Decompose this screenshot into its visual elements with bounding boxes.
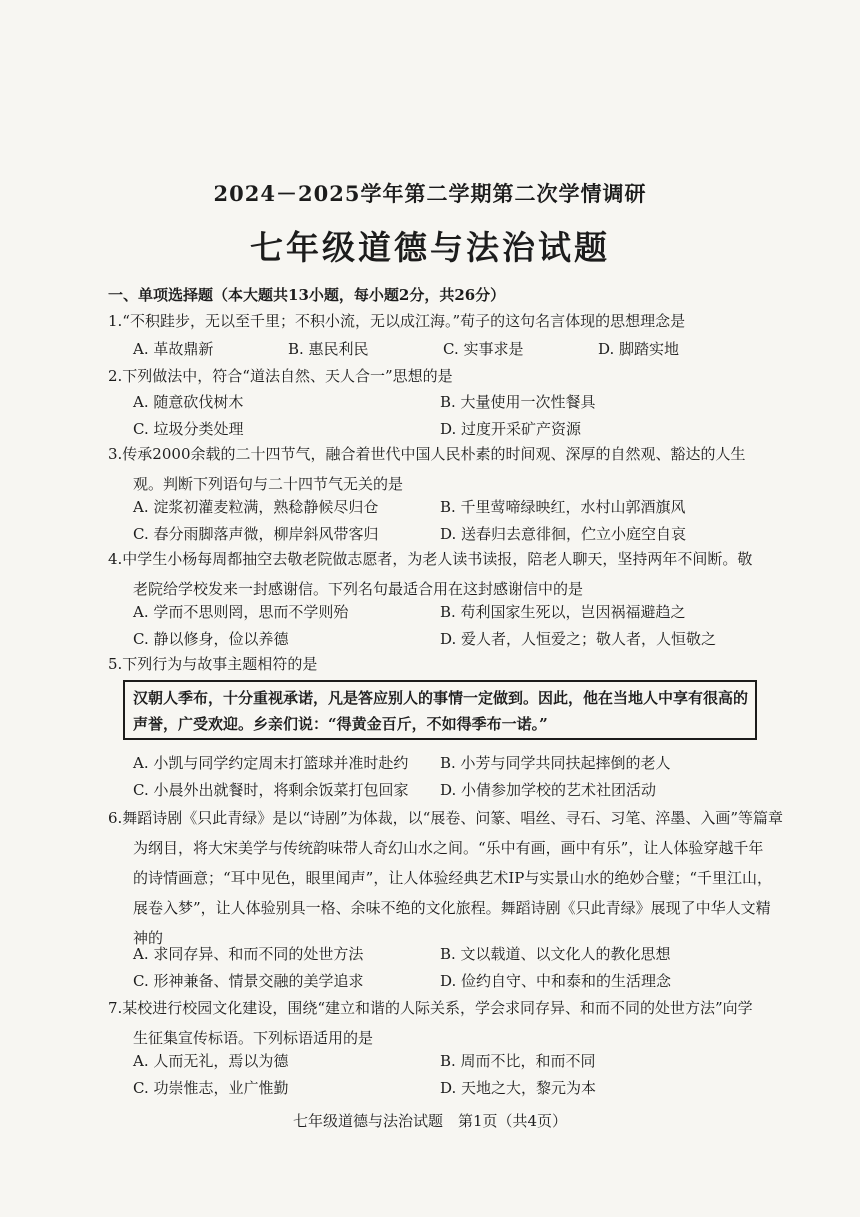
option-c: C. 静以修身，俭以养德 [133, 630, 289, 648]
question-7-options-row1 [133, 1050, 773, 1074]
option-b: B. 小芳与同学共同扶起摔倒的老人 [440, 754, 671, 772]
question-2-options-row1 [133, 391, 773, 415]
option-c: C. 小晨外出就餐时，将剩余饭菜打包回家 [133, 781, 409, 799]
option-b: B. 文以载道、以文化人的教化思想 [440, 945, 671, 963]
option-c: C. 春分雨脚落声微，柳岸斜风带客归 [133, 525, 379, 543]
question-5-stem [108, 649, 768, 679]
option-c: C. 形神兼备、情景交融的美学追求 [133, 972, 364, 990]
question-line: 2.下列做法中，符合“道法自然、天人合一”思想的是 [108, 367, 453, 385]
page-footer: 七年级道德与法治试题 第1页（共4页） [292, 1112, 568, 1130]
option-c: C. 垃圾分类处理 [133, 420, 244, 438]
question-2-stem [108, 361, 768, 391]
question-3-options-row1 [133, 496, 773, 520]
question-line: 4.中学生小杨每周都抽空去敬老院做志愿者，为老人读书读报，陪老人聊天，坚持两年不间断。敬 [108, 550, 753, 568]
question-line: 神的 [133, 929, 164, 947]
question-line: 生征集宣传标语。下列标语适用的是 [133, 1029, 374, 1047]
question-line: 7.某校进行校园文化建设，围绕“建立和谐的人际关系，学会求同存异、和而不同的处世方法”向学 [108, 999, 753, 1017]
question-3-stem [108, 439, 768, 499]
option-a: A. 淀浆初灌麦粒满，熟稔静候尽归仓 [133, 498, 379, 516]
option-b: B. 千里莺啼绿映红，水村山郭酒旗风 [440, 498, 686, 516]
option-a: A. 学而不思则罔，思而不学则殆 [133, 603, 349, 621]
question-7-stem [108, 993, 768, 1053]
option-b: B. 惠民利民 [288, 340, 369, 358]
option-c: C. 功崇惟志，业广惟勤 [133, 1079, 289, 1097]
question-line: 为纲目，将大宋美学与传统韵味带人奇幻山水之间。“乐中有画，画中有乐”，让人体验穿越千年 [133, 839, 764, 857]
option-b: B. 周而不比，和而不同 [440, 1052, 596, 1070]
question-line: 6.舞蹈诗剧《只此青绿》是以“诗剧”为体裁，以“展卷、问篆、唱丝、寻石、习笔、淬墨、入画”等篇章 [108, 809, 783, 827]
option-a: A. 小凯与同学约定周末打篮球并准时赴约 [133, 754, 409, 772]
story-box [123, 680, 757, 740]
question-line: 展卷入梦”，让人体验别具一格、余味不绝的文化旅程。舞蹈诗剧《只此青绿》展现了中华人文精 [133, 899, 771, 917]
question-6-stem [108, 803, 783, 953]
option-b: B. 苟利国家生死以，岂因祸福避趋之 [440, 603, 686, 621]
option-d: D. 脚踏实地 [598, 340, 680, 358]
option-b: B. 大量使用一次性餐具 [440, 393, 596, 411]
question-4-options-row1 [133, 601, 773, 625]
question-line: 5.下列行为与故事主题相符的是 [108, 655, 318, 673]
question-line: 观。判断下列语句与二十四节气无关的是 [133, 475, 404, 493]
question-5-options-row1 [133, 752, 773, 776]
story-line: 声誉，广受欢迎。乡亲们说：“得黄金百斤，不如得季布一诺。” [133, 715, 548, 733]
question-6-options-row2 [133, 970, 773, 994]
option-d: D. 爱人者，人恒爱之；敬人者，人恒敬之 [440, 630, 717, 648]
option-a: A. 随意砍伐树木 [133, 393, 244, 411]
option-d: D. 小倩参加学校的艺术社团活动 [440, 781, 657, 799]
option-a: A. 求同存异、和而不同的处世方法 [133, 945, 364, 963]
question-6-options-row1 [133, 943, 773, 967]
question-line: 1.“不积跬步，无以至千里；不积小流，无以成江海。”荀子的这句名言体现的思想理念是 [108, 312, 686, 330]
exam-subtitle: 2024－2025学年第二学期第二次学情调研 [213, 181, 647, 206]
option-d: D. 送春归去意徘徊，伫立小庭空自哀 [440, 525, 687, 543]
section-heading: 一、单项选择题（本大题共13小题，每小题2分，共26分） [108, 286, 506, 304]
question-line: 老院给学校发来一封感谢信。下列名句最适合用在这封感谢信中的是 [133, 580, 584, 598]
question-line: 的诗情画意；“耳中见色，眼里闻声”，让人体验经典艺术IP与实景山水的绝妙合璧；“千里江山， [133, 869, 773, 887]
question-5-options-row2 [133, 779, 773, 803]
exam-title: 七年级道德与法治试题 [250, 228, 610, 267]
question-4-stem [108, 544, 768, 604]
option-a: A. 人而无礼，焉以为德 [133, 1052, 289, 1070]
option-d: D. 俭约自守、中和泰和的生活理念 [440, 972, 672, 990]
option-a: A. 革故鼎新 [133, 340, 214, 358]
question-1-stem [108, 306, 768, 336]
option-d: D. 过度开采矿产资源 [440, 420, 582, 438]
option-d: D. 天地之大，黎元为本 [440, 1079, 597, 1097]
question-line: 3.传承2000余载的二十四节气，融合着世代中国人民朴素的时间观、深厚的自然观、豁达的人生 [108, 445, 746, 463]
question-1-options [133, 338, 753, 362]
question-7-options-row2 [133, 1077, 773, 1101]
story-line: 汉朝人季布，十分重视承诺，凡是答应别人的事情一定做到。因此，他在当地人中享有很高的 [133, 689, 749, 707]
option-c: C. 实事求是 [443, 340, 524, 358]
